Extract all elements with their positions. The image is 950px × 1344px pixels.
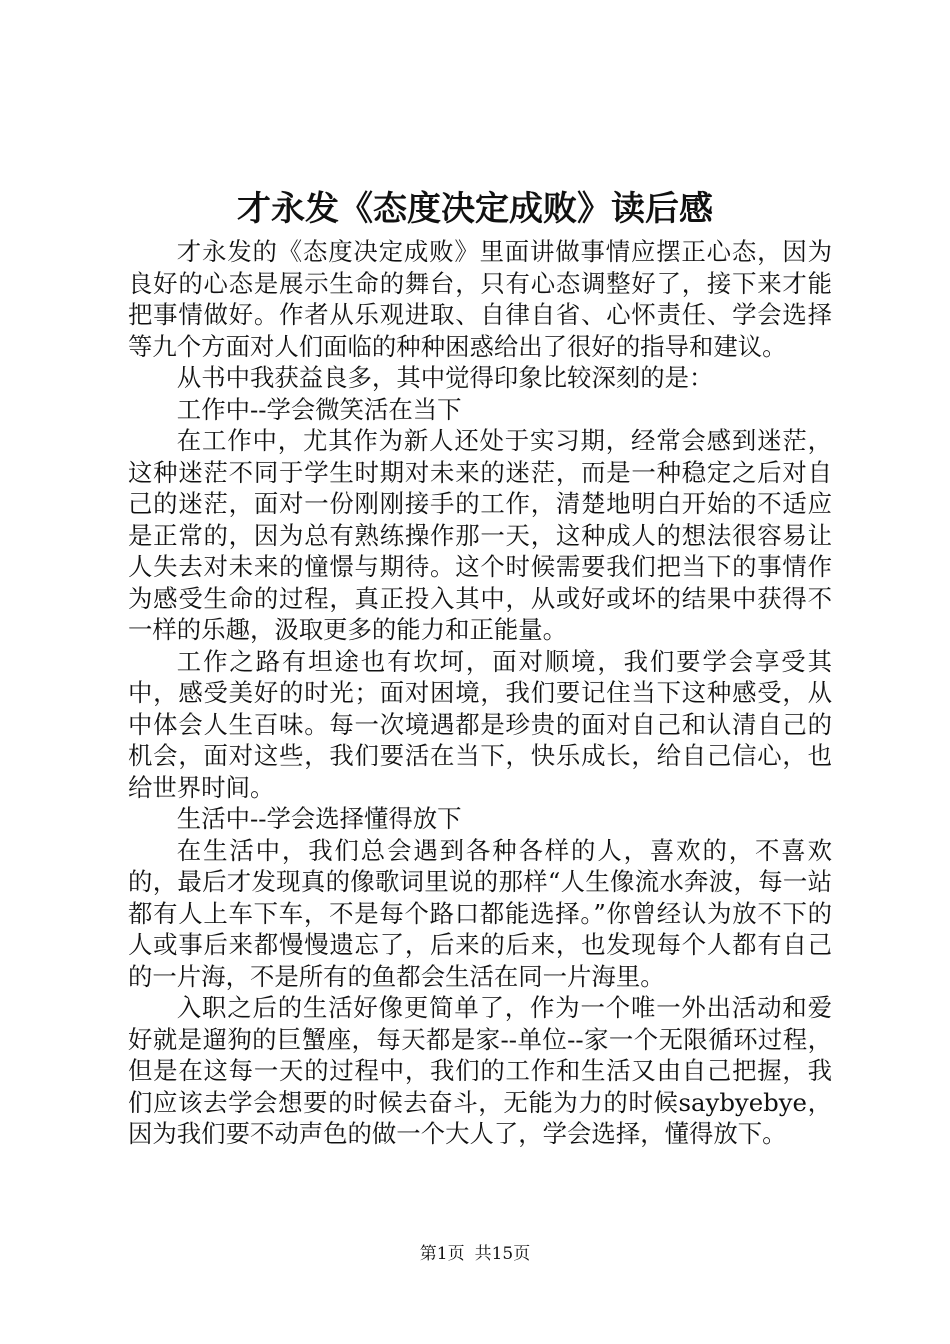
document-title: 才永发《态度决定成败》读后感 xyxy=(237,189,713,229)
section-heading-life: 生活中--学会选择懂得放下 xyxy=(176,804,462,833)
document-body xyxy=(128,236,832,1150)
section-heading-work: 工作中--学会微笑活在当下 xyxy=(176,394,462,424)
page-number: 第1页 xyxy=(419,1244,465,1264)
page-footer xyxy=(0,1243,950,1265)
paragraph-life-2: 入职之后的生活好像更简单了，作为一个唯一外出活动和爱好就是遛狗的巨蟹座，每天都是家--单位--家一个无限循环过程，但是在这每一天的过程中，我们的工作和生活又由自己把握，我们应该去学会想要的时候去奋斗，无能为力的时候saybyebye，因为我们要不动声色的做一个大人了，学会选择，懂得放下。 xyxy=(128,993,832,1148)
paragraph-intro: 才永发的《态度决定成败》里面讲做事情应摆正心态，因为良好的心态是展示生命的舞台，只有心态调整好了，接下来才能把事情做好。作者从乐观进取、自律自省、心怀责任、学会选择等九个方面对人们面临的种种困惑给出了很好的指导和建议。 xyxy=(128,237,832,361)
paragraph-work-1: 在工作中，尤其作为新人还处于实习期，经常会感到迷茫，这种迷茫不同于学生时期对未来的迷茫，而是一种稳定之后对自己的迷茫，面对一份刚刚接手的工作，清楚地明白开始的不适应是正常的，因为总有熟练操作那一天，这种成人的想法很容易让人失去对未来的憧憬与期待。这个时候需要我们把当下的事情作为感受生命的过程，真正投入其中，从或好或坏的结果中获得不一样的乐趣，汲取更多的能力和正能量。 xyxy=(128,426,832,644)
paragraph-impression: 从书中我获益良多，其中觉得印象比较深刻的是： xyxy=(176,363,714,392)
paragraph-work-2: 工作之路有坦途也有坎坷，面对顺境，我们要学会享受其中，感受美好的时光；面对困境，我们要记住当下这种感受，从中体会人生百味。每一次境遇都是珍贵的面对自己和认清自己的机会，面对这些，我们要活在当下，快乐成长，给自己信心，也给世界时间。 xyxy=(128,646,832,802)
page-total: 共15页 xyxy=(474,1244,531,1264)
paragraph-life-1: 在生活中，我们总会遇到各种各样的人，喜欢的，不喜欢的，最后才发现真的像歌词里说的那样“人生像流水奔波，每一站都有人上车下车，不是每个路口都能选择。”你曾经认为放不下的人或事后来都慢慢遗忘了，后来的后来，也发现每个人都有自己的一片海，不是所有的鱼都会生活在同一片海里。 xyxy=(128,835,832,991)
